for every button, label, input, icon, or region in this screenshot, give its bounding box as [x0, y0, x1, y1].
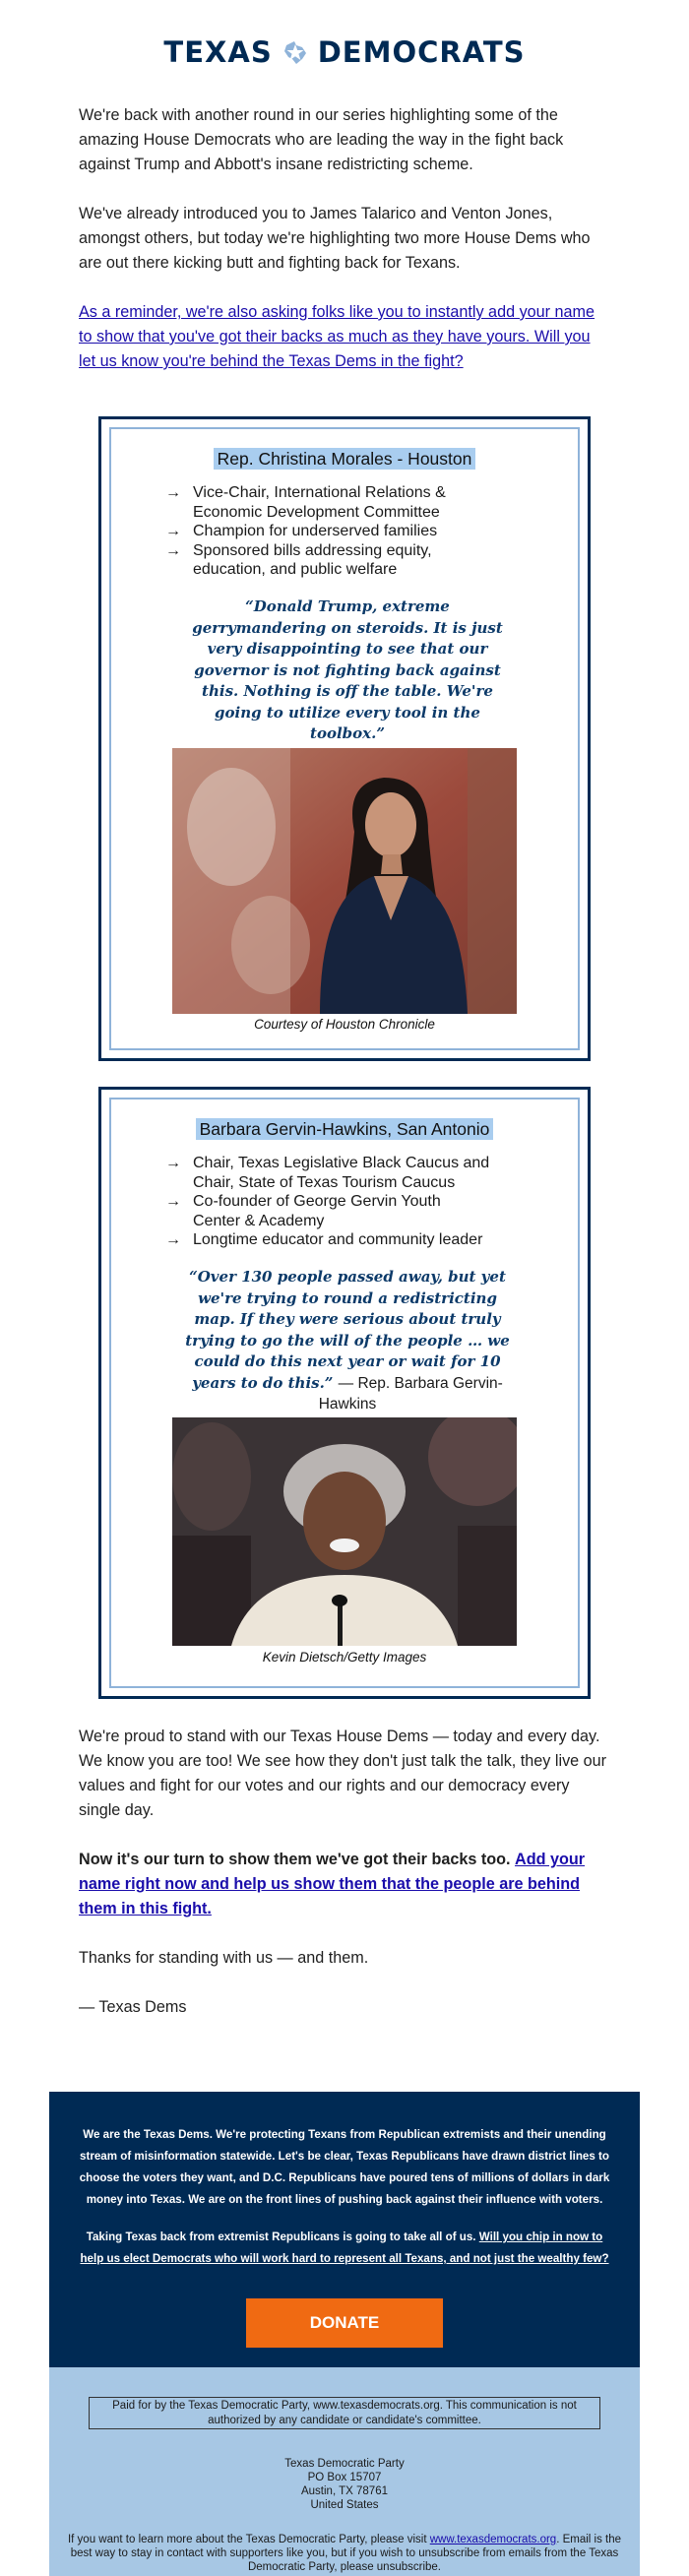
quote-attribution: — Rep. Barbara Gervin-Hawkins	[318, 1374, 503, 1413]
photo-caption: Kevin Dietsch/Getty Images	[262, 1650, 427, 1665]
bullet-item: → Sponsored bills addressing equity, education, and public welfare	[165, 541, 432, 578]
arrow-icon: →	[165, 1155, 181, 1171]
card-title-text: Barbara Gervin-Hawkins, San Antonio	[196, 1118, 494, 1140]
arrow-icon: →	[165, 1193, 181, 1210]
footer-light-panel	[49, 2367, 640, 2576]
add-name-link[interactable]: As a reminder, we're also asking folks like you to instantly add your name to show that you've got their backs as much as they have yours. Will you let us know you're behind the Texas Dems in the fight?	[79, 303, 595, 370]
bullet-item: → Chair, Texas Legislative Black Caucus and Chair, State of Texas Tourism Caucus	[165, 1155, 490, 1191]
arrow-icon: →	[165, 541, 181, 559]
outro-paragraph: We're proud to stand with our Texas House Dems — today and every day. We know you are too! We see how they don't just talk the talk, they live our values and fight for our votes and our rights and our democracy every single day.	[79, 1728, 607, 1819]
bullet-list	[165, 483, 490, 580]
texas-star-icon	[281, 37, 310, 67]
logo-text-democrats: DEMOCRATS	[317, 35, 526, 69]
footer-about-text: We are the Texas Dems. We're protecting Texans from Republican extremists and their unending stream of misinformation statewide. Let's be clear, Texas Republicans have drawn district lines to choose the voters they want, and D.C. Republicans have poured tens of millions of dollars in dark money into Texas. We are on the front lines of pushing back against their influence with voters.	[79, 2128, 610, 2206]
cta-bold-text: Now it's our turn to show them we've got their backs too.	[79, 1851, 511, 1868]
arrow-icon: →	[165, 1231, 181, 1248]
photo-christina-morales	[172, 748, 517, 1014]
candidate-card-morales	[98, 416, 591, 1061]
intro-paragraph-2: We've already introduced you to James Talarico and Venton Jones, amongst others, but today we're highlighting two more House Dems who are out there kicking butt and fighting back for Texans.	[79, 205, 591, 272]
logo-text-texas: TEXAS	[163, 35, 273, 69]
unsubscribe-text: If you want to learn more about the Texas Democratic Party, please visit www.texasdemocrats.org. Email is the best way to stay in contact with supporters like you, but if you wish to unsubscribe from emails from the Texas Democratic Party, please unsubscribe.	[67, 2534, 622, 2573]
arrow-icon: →	[165, 484, 181, 501]
card-title	[101, 449, 588, 470]
photo-barbara-gervin-hawkins	[172, 1417, 517, 1646]
photo-caption: Courtesy of Houston Chronicle	[254, 1017, 435, 1032]
add-name-cta-link[interactable]: Add your name right now and help us show them that the people are behind them in this fight.	[79, 1851, 586, 1917]
texas-democrats-logo[interactable]	[0, 35, 689, 69]
card-title-text: Rep. Christina Morales - Houston	[214, 448, 476, 470]
donate-button[interactable]: DONATE	[246, 2298, 443, 2348]
chip-in-link[interactable]: Will you chip in now to help us elect Democrats who will work hard to represent all Texans, and not just the wealthy few?	[80, 2230, 609, 2265]
intro-signup-paragraph	[79, 300, 610, 374]
mailing-address: Texas Democratic Party PO Box 15707 Austin, TX 78761 United States	[284, 2458, 405, 2511]
bullet-item: → Longtime educator and community leader	[165, 1231, 483, 1248]
candidate-quote: “Over 130 people passed away, but yet we're trying to round a redistricting map. If they were serious about truly trying to go the will of the people … we could do this next year or wait for 10 years to do this.” — Rep. Barbara Gervin-Hawkins	[185, 1268, 510, 1413]
signoff-text: — Texas Dems	[79, 1998, 187, 2016]
card-title	[101, 1119, 588, 1140]
cta-paragraph	[79, 1848, 610, 1921]
bullet-item: → Vice-Chair, International Relations & Economic Development Committee	[165, 484, 446, 521]
footer-dark-panel	[49, 2092, 640, 2367]
thanks-text: Thanks for standing with us — and them.	[79, 1949, 369, 1967]
footer-ask-paragraph: Taking Texas back from extremist Republicans is going to take all of us. Will you chip in now to help us elect Democrats who will work hard to represent all Texans, and not just the wealthy few?	[80, 2230, 609, 2265]
bullet-list	[165, 1154, 490, 1250]
bullet-item: → Co-founder of George Gervin Youth Center & Academy	[165, 1193, 441, 1229]
candidate-quote: “Donald Trump, extreme gerrymandering on steroids. It is just very disappointing to see that our governor is not fighting back against this. Nothing is off the table. We're going to utilize every tool in the toolbox.”	[180, 597, 515, 766]
website-link[interactable]: www.texasdemocrats.org	[429, 2534, 557, 2545]
paid-for-disclaimer: Paid for by the Texas Democratic Party, www.texasdemocrats.org. This communication is not authorized by any candidate or candidate's committee.	[89, 2397, 600, 2429]
arrow-icon: →	[165, 523, 181, 539]
candidate-card-gervin-hawkins	[98, 1087, 591, 1699]
bullet-item: → Champion for underserved families	[165, 523, 438, 539]
intro-paragraph-1: We're back with another round in our series highlighting some of the amazing House Democrats who are leading the way in the fight back against Trump and Abbott's insane redistricting scheme.	[79, 106, 564, 173]
